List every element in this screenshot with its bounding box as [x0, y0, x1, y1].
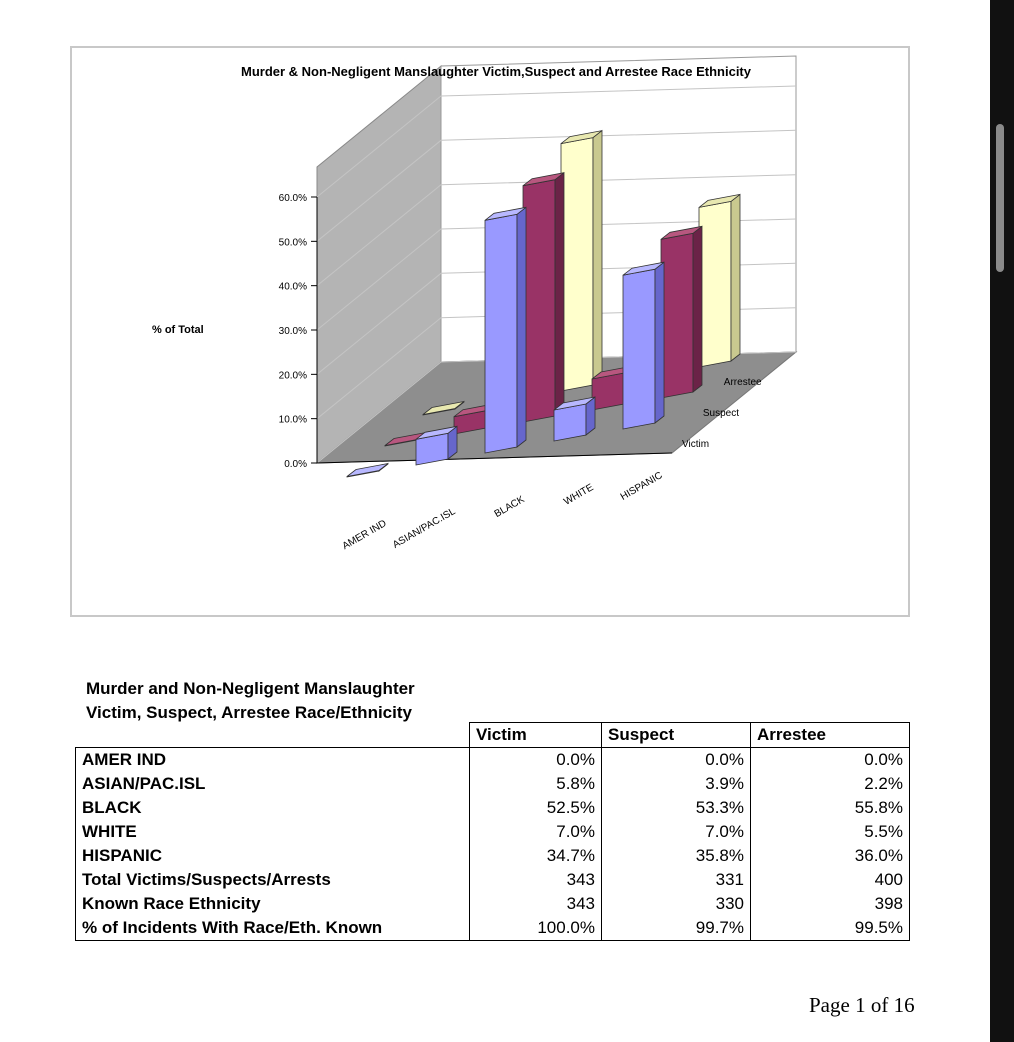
x-tick-label: BLACK	[492, 494, 527, 520]
table-row	[76, 892, 910, 916]
table-row	[76, 772, 910, 796]
table-cell-suspect: 0.0%	[602, 748, 751, 773]
table-cell-suspect: 99.7%	[602, 916, 751, 941]
series-label: Victim	[682, 439, 710, 450]
table-cell-arrestee: 0.0%	[751, 748, 910, 773]
table-header-arrestee: Arrestee	[751, 723, 910, 748]
table-cell-victim: 52.5%	[470, 796, 602, 820]
table-header-blank	[76, 723, 470, 748]
table-row	[76, 916, 910, 941]
table-row-label: ASIAN/PAC.ISL	[76, 772, 470, 796]
table-row	[76, 796, 910, 820]
x-tick-label: ASIAN/PAC.ISL	[391, 506, 458, 551]
table-row-label: HISPANIC	[76, 844, 470, 868]
scrollbar-thumb[interactable]	[996, 124, 1004, 272]
page-number: Page 1 of 16	[809, 993, 915, 1017]
x-tick-label: HISPANIC	[618, 470, 665, 503]
bar-chart-3d	[72, 48, 908, 615]
table-row-label: BLACK	[76, 796, 470, 820]
table-header-suspect: Suspect	[602, 723, 751, 748]
table-cell-arrestee: 55.8%	[751, 796, 910, 820]
table-cell-arrestee: 2.2%	[751, 772, 910, 796]
table-cell-arrestee: 99.5%	[751, 916, 910, 941]
table-cell-arrestee: 36.0%	[751, 844, 910, 868]
y-tick-label: 10.0%	[278, 414, 307, 426]
y-tick-label: 20.0%	[278, 370, 307, 382]
table-cell-arrestee: 400	[751, 868, 910, 892]
table-cell-arrestee: 5.5%	[751, 820, 910, 844]
table-cell-suspect: 35.8%	[602, 844, 751, 868]
y-tick-label: 40.0%	[278, 281, 307, 293]
table-cell-suspect: 330	[602, 892, 751, 916]
table-cell-victim: 7.0%	[470, 820, 602, 844]
table-cell-victim: 343	[470, 892, 602, 916]
table-cell-victim: 5.8%	[470, 772, 602, 796]
bar-suspect-2	[523, 173, 564, 422]
x-tick-label: WHITE	[562, 482, 596, 508]
y-tick-label: 30.0%	[278, 326, 307, 337]
table-header-victim: Victim	[470, 723, 602, 748]
bar-arrestee-2	[561, 131, 602, 391]
table-cell-suspect: 3.9%	[602, 772, 751, 796]
table-row-label: WHITE	[76, 820, 470, 844]
table-cell-suspect: 53.3%	[602, 796, 751, 820]
table-row-label: AMER IND	[76, 748, 470, 773]
bar-suspect-4	[661, 226, 702, 398]
table-row	[76, 820, 910, 844]
chart-title: Murder & Non-Negligent Manslaughter Victim,Suspect and Arrestee Race Ethnicity	[241, 64, 751, 79]
series-label: Suspect	[702, 408, 740, 419]
bar-victim-2	[485, 207, 526, 453]
table-cell-victim: 100.0%	[470, 916, 602, 941]
x-tick-label: AMER IND	[340, 518, 389, 553]
chart-frame	[70, 46, 910, 617]
series-label: Arrestee	[723, 377, 762, 388]
table-cell-victim: 343	[470, 868, 602, 892]
bar-victim-4	[623, 262, 664, 429]
table-title	[86, 677, 415, 725]
y-tick-label: 60.0%	[278, 193, 307, 204]
table-header-row	[76, 723, 910, 748]
table-row-label: Known Race Ethnicity	[76, 892, 470, 916]
y-tick-label: 50.0%	[278, 237, 307, 249]
bar-arrestee-4	[699, 194, 740, 367]
table-row	[76, 844, 910, 868]
table-row-label: Total Victims/Suspects/Arrests	[76, 868, 470, 892]
y-axis-label: % of Total	[152, 324, 204, 336]
table-cell-victim: 0.0%	[470, 748, 602, 773]
table-title-line-1: Murder and Non-Negligent Manslaughter	[86, 679, 415, 698]
data-table	[75, 722, 910, 941]
y-tick-label: 0.0%	[284, 459, 307, 470]
scrollbar[interactable]	[990, 0, 1014, 1042]
bar-victim-0	[347, 464, 388, 478]
table-title-line-2: Victim, Suspect, Arrestee Race/Ethnicity	[86, 703, 412, 722]
table-row	[76, 868, 910, 892]
table-cell-suspect: 7.0%	[602, 820, 751, 844]
table-row	[76, 748, 910, 773]
table-cell-arrestee: 398	[751, 892, 910, 916]
table-row-label: % of Incidents With Race/Eth. Known	[76, 916, 470, 941]
table-cell-suspect: 331	[602, 868, 751, 892]
table-cell-victim: 34.7%	[470, 844, 602, 868]
